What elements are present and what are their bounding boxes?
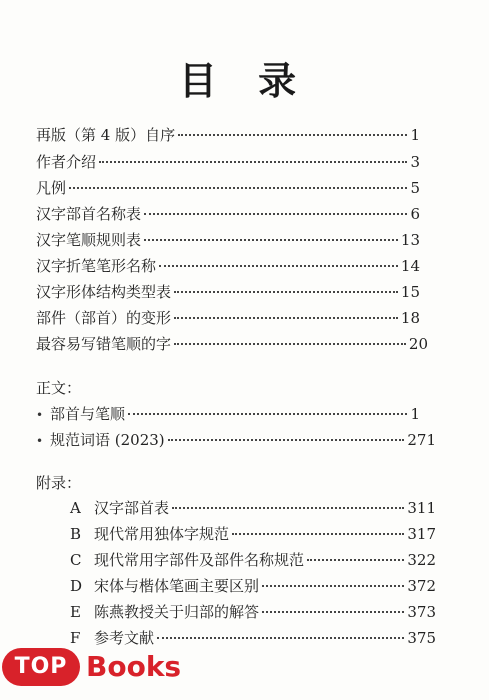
toc-entry-page: 373 xyxy=(407,603,436,621)
leader-dots xyxy=(168,439,405,441)
toc-row-structure-types[interactable] xyxy=(36,279,420,305)
toc-entry-page: 5 xyxy=(410,179,420,197)
toc-entry-title: 部首与笔顺 xyxy=(50,405,126,423)
toc-row-appendix-c[interactable] xyxy=(70,547,436,573)
toc-entry-title: 作者介绍 xyxy=(36,153,97,171)
toc-entry-page: 317 xyxy=(407,525,436,543)
logo-top-badge: TOP xyxy=(2,648,80,686)
toc-entry-page: 20 xyxy=(408,335,428,353)
toc-entry-title: 汉字部首名称表 xyxy=(36,205,142,223)
toc-row-usage-notes[interactable] xyxy=(36,175,420,201)
logo-books-text: Books xyxy=(86,650,182,683)
leader-dots xyxy=(262,585,404,587)
leader-dots xyxy=(128,413,407,415)
toc-row-preface[interactable] xyxy=(36,122,420,148)
toc-entry-page: 15 xyxy=(400,283,420,301)
toc-row-author[interactable] xyxy=(36,149,420,175)
toc-entry-page: 13 xyxy=(400,231,420,249)
toc-entry-title: 陈燕教授关于归部的解答 xyxy=(94,603,260,621)
toc-row-appendix-b[interactable] xyxy=(70,521,436,547)
toc-row-appendix-e[interactable] xyxy=(70,599,436,625)
toc-entry-title: 最容易写错笔顺的字 xyxy=(36,335,172,353)
appendix-letter: E xyxy=(70,603,81,621)
toc-row-stroke-rules[interactable] xyxy=(36,227,420,253)
leader-dots xyxy=(262,611,404,613)
toc-row-standard-words[interactable] xyxy=(36,427,436,453)
toc-entry-title: 参考文献 xyxy=(94,629,155,647)
toc-entry-title: 汉字折笔笔形名称 xyxy=(36,257,157,275)
leader-dots xyxy=(157,637,404,639)
toc-entry-title: 汉字笔顺规则表 xyxy=(36,231,142,249)
toc-entry-title: 宋体与楷体笔画主要区别 xyxy=(94,577,260,595)
toc-entry-page: 1 xyxy=(410,126,420,144)
leader-dots xyxy=(178,134,407,136)
toc-entry-title: 现代常用字部件及部件名称规范 xyxy=(94,551,305,569)
toc-entry-title: 部件（部首）的变形 xyxy=(36,309,172,327)
page-title: 目 录 xyxy=(178,59,311,103)
toc-row-common-mistakes[interactable] xyxy=(36,331,428,357)
leader-dots xyxy=(159,265,398,267)
toc-entry-title: 凡例 xyxy=(36,179,67,197)
toc-row-appendix-a[interactable] xyxy=(70,495,436,521)
toc-entry-page: 322 xyxy=(407,551,436,569)
toc-entry-page: 6 xyxy=(410,205,420,223)
toc-entry-page: 14 xyxy=(400,257,420,275)
appendix-letter: F xyxy=(70,629,81,647)
toc-entry-title: 规范词语 (2023) xyxy=(50,431,165,449)
toc-entry-title: 汉字部首表 xyxy=(94,499,170,517)
leader-dots xyxy=(232,533,404,535)
bullet-icon: • xyxy=(36,434,44,448)
bullet-icon: • xyxy=(36,408,44,422)
leader-dots xyxy=(144,239,398,241)
leader-dots xyxy=(174,317,398,319)
toc-entry-page: 3 xyxy=(410,153,420,171)
toc-entry-title: 再版（第 4 版）自序 xyxy=(36,126,176,144)
toc-row-component-variants[interactable] xyxy=(36,305,420,331)
toc-row-radical-names[interactable] xyxy=(36,201,420,227)
toc-entry-page: 1 xyxy=(410,405,420,423)
appendix-letter: D xyxy=(70,577,83,595)
toc-entry-page: 271 xyxy=(407,431,436,449)
toc-entry-page: 18 xyxy=(400,309,420,327)
leader-dots xyxy=(69,187,407,189)
toc-entry-page: 311 xyxy=(407,499,436,517)
main-text-heading: 正文： xyxy=(36,379,82,397)
appendix-letter: C xyxy=(70,551,82,569)
leader-dots xyxy=(172,507,404,509)
toc-entry-page: 375 xyxy=(407,629,436,647)
topbooks-logo xyxy=(0,644,200,700)
leader-dots xyxy=(144,213,407,215)
toc-entry-page: 372 xyxy=(407,577,436,595)
leader-dots xyxy=(307,559,404,561)
leader-dots xyxy=(174,291,398,293)
leader-dots xyxy=(99,161,407,163)
appendix-letter: A xyxy=(70,499,81,517)
toc-entry-title: 现代常用独体字规范 xyxy=(94,525,230,543)
toc-row-radicals-strokes[interactable] xyxy=(36,401,420,427)
toc-row-turning-strokes[interactable] xyxy=(36,253,420,279)
toc-entry-title: 汉字形体结构类型表 xyxy=(36,283,172,301)
appendix-letter: B xyxy=(70,525,82,543)
appendix-heading: 附录： xyxy=(36,474,82,492)
leader-dots xyxy=(174,343,406,345)
toc-row-appendix-d[interactable] xyxy=(70,573,436,599)
